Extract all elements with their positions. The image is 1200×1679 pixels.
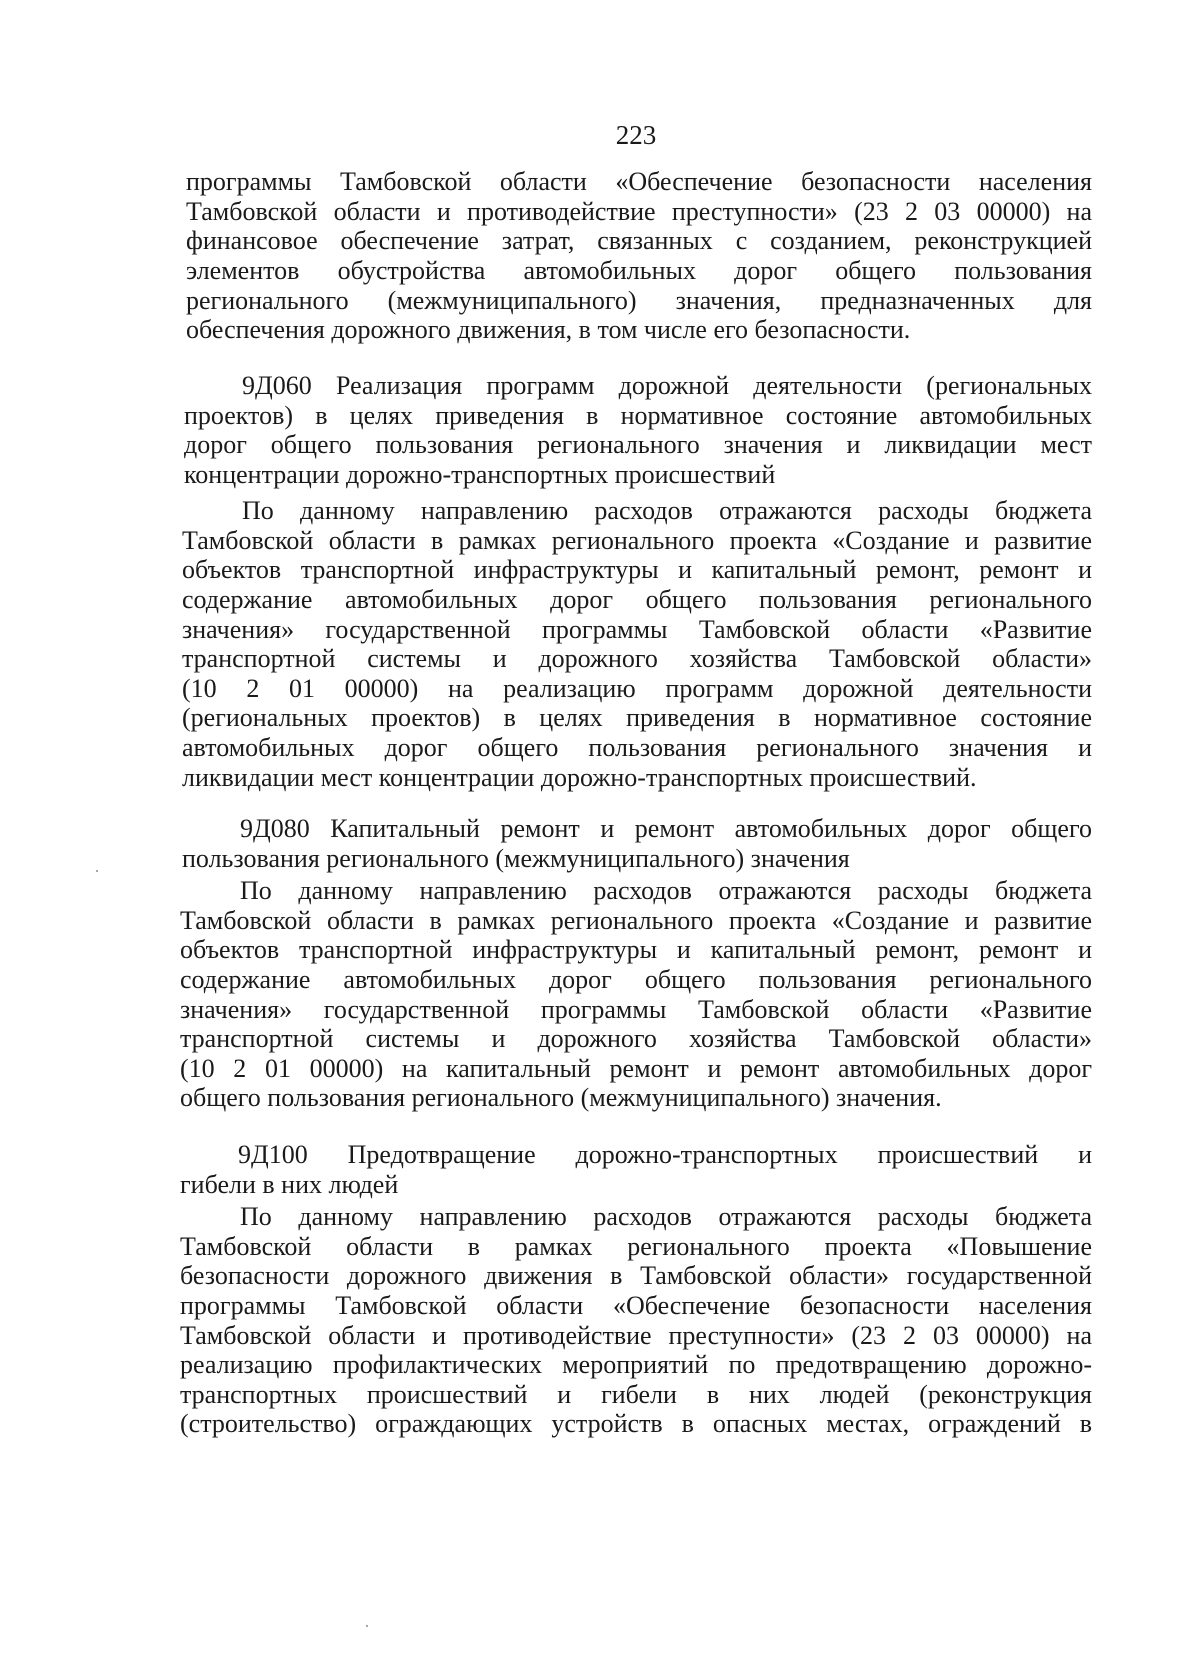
section-9d100-body-line: Тамбовской области в рамках регионального проекта «Повышение	[180, 1231, 1092, 1261]
page-number: 223	[615, 120, 657, 150]
section-9d060-body-line: Тамбовской области в рамках регионального проекта «Создание и развитие	[182, 525, 1092, 555]
section-9d100-body-line: программы Тамбовской области «Обеспечение безопасности населения	[180, 1290, 1092, 1320]
section-9d060-heading-line: 9Д060 Реализация программ дорожной деятельности (региональных	[242, 371, 1092, 400]
section-9d060-body-line: объектов транспортной инфраструктуры и капитальный ремонт, ремонт и	[182, 555, 1092, 585]
section-9d060-body-line: (10 2 01 00000) на реализацию программ дорожной деятельности	[182, 673, 1092, 703]
section-9d100-body-line: транспортных происшествий и гибели в них людей (реконструкция	[180, 1379, 1092, 1409]
section-9d100-body-line: (строительство) ограждающих устройств в опасных местах, ограждений в	[180, 1409, 1092, 1439]
section-9d080-body-line: По данному направлению расходов отражаются расходы бюджета	[240, 876, 1092, 905]
section-9d060-body-line: автомобильных дорог общего пользования регионального значения и	[182, 733, 1092, 763]
block1-line: элементов обустройства автомобильных дорог общего пользования	[186, 255, 1092, 285]
block1-line: финансовое обеспечение затрат, связанных с созданием, реконструкцией	[186, 226, 1092, 256]
section-9d080-body-line: общего пользования регионального (межмуниципального) значения.	[180, 1083, 942, 1113]
section-9d060-body-line: (региональных проектов) в целях приведения в нормативное состояние	[182, 703, 1092, 733]
section-9d080-heading-line: 9Д080 Капитальный ремонт и ремонт автомобильных дорог общего	[240, 814, 1092, 843]
block1-line: программы Тамбовской области «Обеспечение безопасности населения	[186, 167, 1092, 196]
section-9d080-body-line: транспортной системы и дорожного хозяйства Тамбовской области»	[180, 1024, 1092, 1054]
section-9d060-heading-line: проектов) в целях приведения в нормативное состояние автомобильных	[184, 400, 1092, 430]
block1-line: обеспечения дорожного движения, в том числе его безопасности.	[186, 315, 911, 345]
section-9d080-body-line: значения» государственной программы Тамбовской области «Развитие	[180, 994, 1092, 1024]
section-9d100-body-line: Тамбовской области и противодействие преступности» (23 2 03 00000) на	[180, 1320, 1092, 1350]
scan-speck	[96, 870, 98, 872]
section-9d100-heading-line: 9Д100 Предотвращение дорожно-транспортных происшествий и	[238, 1140, 1092, 1169]
scan-speck	[366, 1625, 368, 1627]
section-9d060-body-line: транспортной системы и дорожного хозяйства Тамбовской области»	[182, 644, 1092, 674]
section-9d060-heading-line: концентрации дорожно-транспортных происшествий	[184, 459, 776, 489]
section-9d080-heading-line: пользования регионального (межмуниципального) значения	[182, 843, 850, 873]
section-9d100-body-line: безопасности дорожного движения в Тамбовской области» государственной	[180, 1261, 1092, 1291]
section-9d080-body-line: Тамбовской области в рамках регионального проекта «Создание и развитие	[180, 905, 1092, 935]
block1-line: Тамбовской области и противодействие преступности» (23 2 03 00000) на	[186, 196, 1092, 226]
section-9d100-body-line: По данному направлению расходов отражаются расходы бюджета	[240, 1202, 1092, 1231]
section-9d080-body-line: (10 2 01 00000) на капитальный ремонт и ремонт автомобильных дорог	[180, 1053, 1092, 1083]
section-9d060-body-line: значения» государственной программы Тамбовской области «Развитие	[182, 614, 1092, 644]
section-9d060-body-line: содержание автомобильных дорог общего пользования регионального	[182, 584, 1092, 614]
section-9d080-body-line: объектов транспортной инфраструктуры и капитальный ремонт, ремонт и	[180, 935, 1092, 965]
section-9d100-heading-line: гибели в них людей	[180, 1169, 399, 1199]
block1-line: регионального (межмуниципального) значения, предназначенных для	[186, 285, 1092, 315]
section-9d060-body-line: ликвидации мест концентрации дорожно-транспортных происшествий.	[182, 762, 977, 792]
section-9d060-heading-line: дорог общего пользования регионального значения и ликвидации мест	[184, 430, 1092, 460]
section-9d060-body-line: По данному направлению расходов отражаются расходы бюджета	[242, 496, 1092, 525]
section-9d100-body-line: реализацию профилактических мероприятий по предотвращению дорожно-	[180, 1350, 1092, 1380]
section-9d080-body-line: содержание автомобильных дорог общего пользования регионального	[180, 964, 1092, 994]
